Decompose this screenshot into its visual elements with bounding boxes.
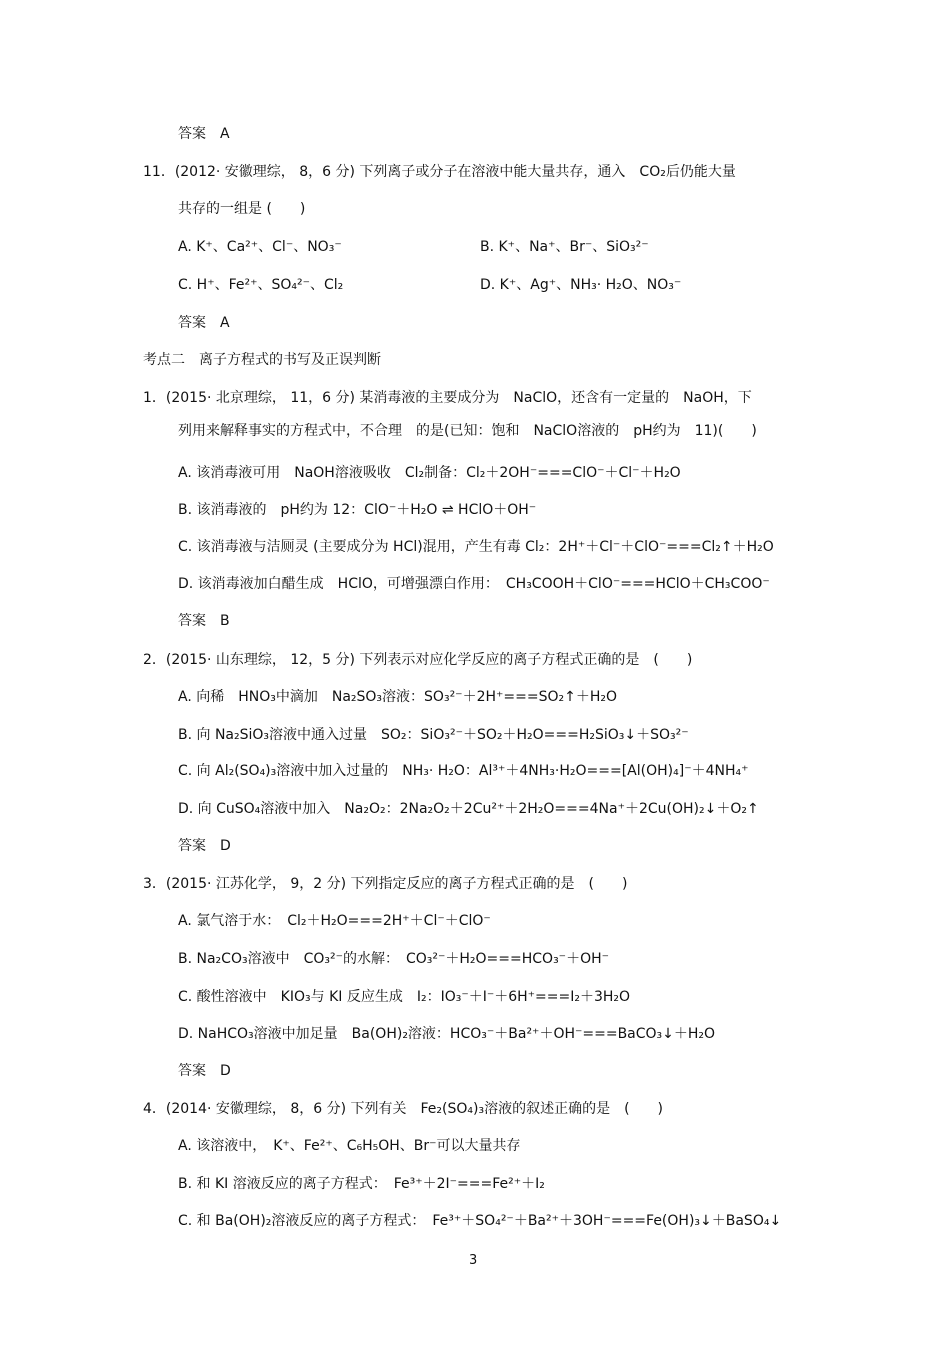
question-4-option-c: C. 和 Ba(OH)₂溶液反应的离子方程式： Fe³⁺＋SO₄²⁻＋Ba²⁺＋3OH⁻===Fe(OH)₃↓＋BaSO₄↓ <box>178 1213 782 1229</box>
question-11-option-a: A. K⁺、Ca²⁺、Cl⁻、NO₃⁻ <box>178 239 342 255</box>
question-3-option-c: C. 酸性溶液中 KIO₃与 KI 反应生成 I₂：IO₃⁻＋I⁻＋6H⁺===I₂＋3H₂O <box>178 989 631 1005</box>
question-3-option-d: D. NaHCO₃溶液中加足量 Ba(OH)₂溶液：HCO₃⁻＋Ba²⁺＋OH⁻===BaCO₃↓＋H₂O <box>178 1026 716 1042</box>
question-3-stem: 3．(2015· 江苏化学， 9，2 分) 下列指定反应的离子方程式正确的是 ( ) <box>143 876 628 892</box>
question-2-option-c: C. 向 Al₂(SO₄)₃溶液中加入过量的 NH₃· H₂O：Al³⁺＋4NH₃·H₂O===[Al(OH)₄]⁻＋4NH₄⁺ <box>178 763 749 779</box>
question-2-option-b: B. 向 Na₂SiO₃溶液中通入过量 SO₂：SiO₃²⁻＋SO₂＋H₂O===H₂SiO₃↓＋SO₃²⁻ <box>178 727 689 743</box>
question-11-answer: 答案 A <box>178 315 230 331</box>
question-11-option-c: C. H⁺、Fe²⁺、SO₄²⁻、Cl₂ <box>178 277 344 293</box>
question-11-option-b: B. K⁺、Na⁺、Br⁻、SiO₃²⁻ <box>480 239 649 255</box>
question-1-option-a: A. 该消毒液可用 NaOH溶液吸收 Cl₂制备：Cl₂＋2OH⁻===ClO⁻＋Cl⁻＋H₂O <box>178 465 681 481</box>
answer-line: 答案 A <box>178 126 230 142</box>
question-1-stem: 1．(2015· 北京理综， 11，6 分) 某消毒液的主要成分为 NaClO，还含有一定量的 NaOH，下 <box>143 390 752 406</box>
question-11-option-d: D. K⁺、Ag⁺、NH₃· H₂O、NO₃⁻ <box>480 277 682 293</box>
question-1-answer: 答案 B <box>178 613 230 629</box>
question-2-stem: 2．(2015· 山东理综， 12，5 分) 下列表示对应化学反应的离子方程式正确的是 ( ) <box>143 652 693 668</box>
question-4-stem: 4．(2014· 安徽理综， 8，6 分) 下列有关 Fe₂(SO₄)₃溶液的叙述正确的是 ( ) <box>143 1101 664 1117</box>
question-1-option-b: B. 该消毒液的 pH约为 12：ClO⁻＋H₂O ⇌ HClO＋OH⁻ <box>178 502 537 518</box>
question-1-stem-cont: 列用来解释事实的方程式中，不合理 的是(已知：饱和 NaClO溶液的 pH约为 11)( ) <box>178 423 757 439</box>
question-2-option-d: D. 向 CuSO₄溶液中加入 Na₂O₂：2Na₂O₂＋2Cu²⁺＋2H₂O===4Na⁺＋2Cu(OH)₂↓＋O₂↑ <box>178 801 759 817</box>
section-heading: 考点二 离子方程式的书写及正误判断 <box>143 352 381 368</box>
question-3-option-a: A. 氯气溶于水： Cl₂＋H₂O===2H⁺＋Cl⁻＋ClO⁻ <box>178 913 491 929</box>
question-2-option-a: A. 向稀 HNO₃中滴加 Na₂SO₃溶液：SO₃²⁻＋2H⁺===SO₂↑＋H₂O <box>178 689 617 705</box>
question-3-option-b: B. Na₂CO₃溶液中 CO₃²⁻的水解： CO₃²⁻＋H₂O===HCO₃⁻＋OH⁻ <box>178 951 610 967</box>
question-4-option-a: A. 该溶液中， K⁺、Fe²⁺、C₆H₅OH、Br⁻可以大量共存 <box>178 1138 521 1154</box>
question-2-answer: 答案 D <box>178 838 231 854</box>
page-number: 3 <box>469 1253 478 1268</box>
question-11-stem: 11．(2012· 安徽理综， 8，6 分) 下列离子或分子在溶液中能大量共存，通入 CO₂后仍能大量 <box>143 164 736 180</box>
question-4-option-b: B. 和 KI 溶液反应的离子方程式： Fe³⁺＋2I⁻===Fe²⁺＋I₂ <box>178 1176 545 1192</box>
question-1-option-d: D. 该消毒液加白醋生成 HClO，可增强漂白作用： CH₃COOH＋ClO⁻===HClO＋CH₃COO⁻ <box>178 576 770 592</box>
question-1-option-c: C. 该消毒液与洁厕灵 (主要成分为 HCl)混用，产生有毒 Cl₂：2H⁺＋Cl⁻＋ClO⁻===Cl₂↑＋H₂O <box>178 539 774 555</box>
question-3-answer: 答案 D <box>178 1063 231 1079</box>
question-11-stem-cont: 共存的一组是 ( ) <box>178 201 306 217</box>
